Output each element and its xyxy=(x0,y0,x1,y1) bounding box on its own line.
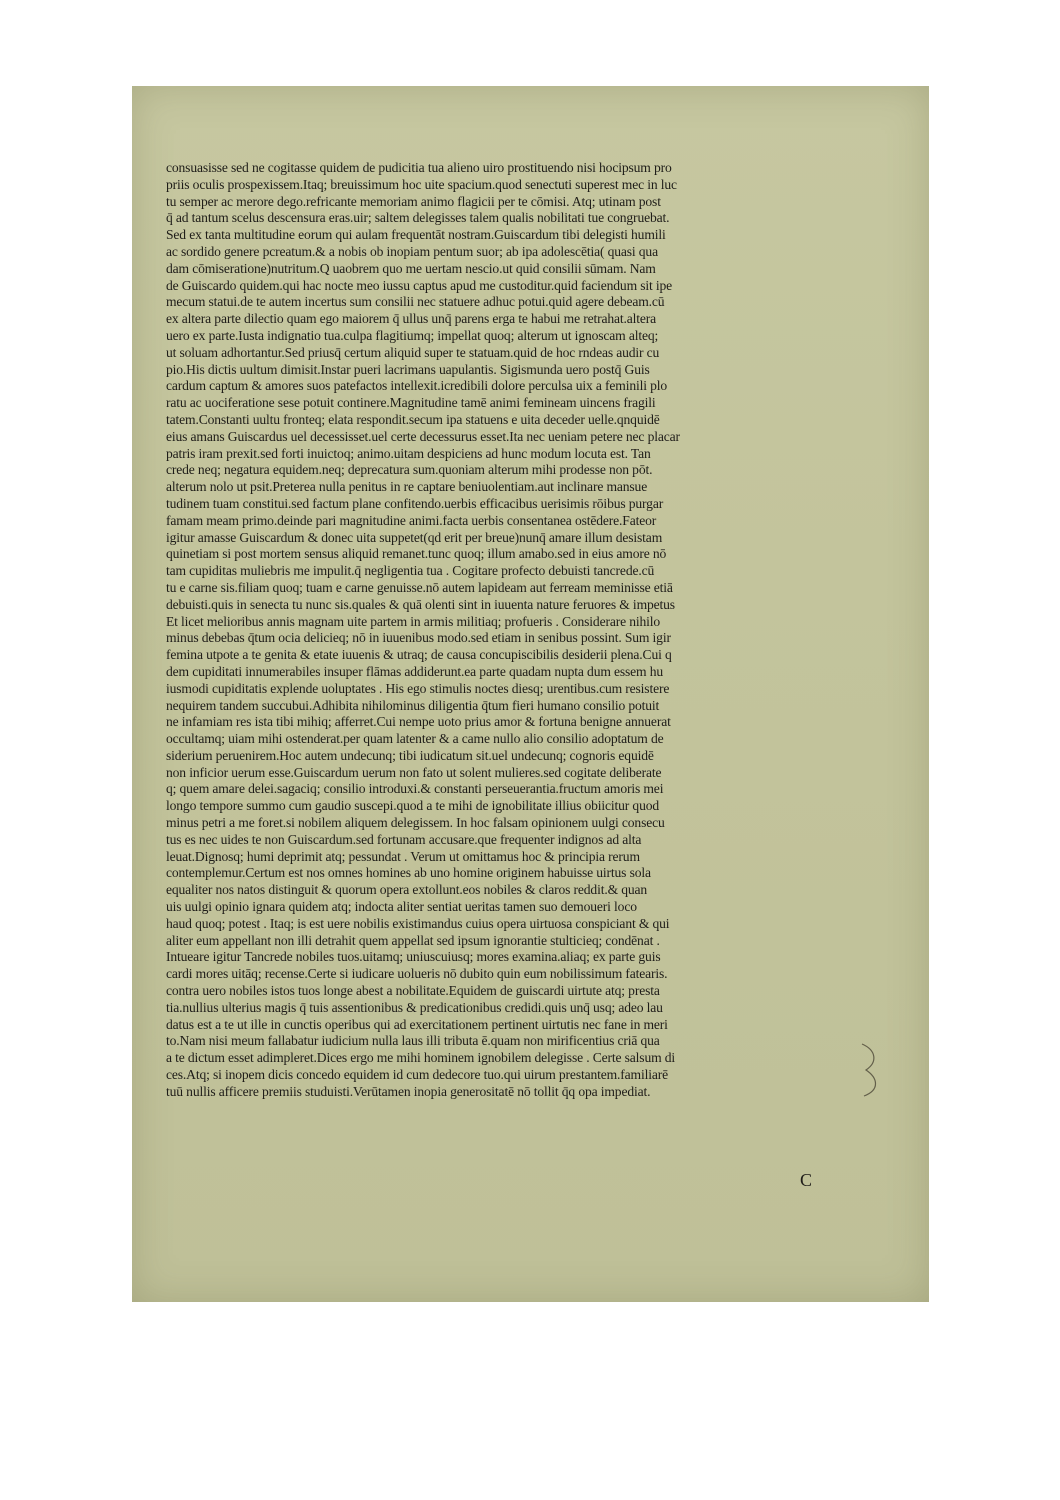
text-line: crede neq; negatura equidem.neq; deprecatura sum.quoniam alterum mihi prodesse non pōt. xyxy=(166,462,653,478)
text-line: uero ex parte.Iusta indignatio tua.culpa flagitiumq; impellat quoq; alterum ut ignoscam alteq; xyxy=(166,327,659,343)
text-line: to.Nam nisi meum fallabatur iudicium nulla laus illi tributa ē.quam non mirificentius criā qua xyxy=(166,1033,660,1049)
text-block xyxy=(166,160,862,1101)
text-line: contemplemur.Certum est nos omnes homines ab uno homine originem habuisse uirtus sola xyxy=(166,865,651,881)
text-line: Sed ex tanta multitudine eorum qui aulam frequentāt nostram.Guiscardum tibi delegisti humili xyxy=(166,227,666,243)
text-line: quinetiam si post mortem sensus aliquid remanet.tunc quoq; illum amabo.sed in eius amore nō xyxy=(166,546,667,562)
text-line: uis uulgi opinio ignara quidem atq; indocta aliter sentiat ueritas tamen suo demoueri loco xyxy=(166,899,637,915)
text-line: eius amans Guiscardus uel decessisset.uel certe decessurus esset.Ita nec ueniam petere nec placar xyxy=(166,428,680,444)
text-line: de Guiscardo quidem.qui hac nocte meo iussu captus apud me custoditur.quid faciendum sit ipe xyxy=(166,277,673,293)
text-line: tus es nec uides te non Guiscardum.sed fortunam accusare.que frequenter indignos ad alta xyxy=(166,831,642,847)
text-line: mecum statui.de te autem incertus sum consilii nec statuere adhuc potui.quid agere debeam.cū xyxy=(166,294,665,310)
signature-mark: C xyxy=(800,1170,813,1190)
text-line: aliter eum appellant non illi detrahit quem appellat sed ipsum ignorantie stulticieq; condēnat . xyxy=(166,932,660,948)
text-line: tu e carne sis.filiam quoq; tuam e carne genuisse.nō autem lapideam aut ferream meminisse etiā xyxy=(166,579,673,595)
text-line: dem cupiditati innumerabiles insuper flāmas addiderunt.ea parte quadam nupta dum essem hu xyxy=(166,663,664,679)
text-line: tudinem tuam constitui.sed factum plane confitendo.uerbis efficacibus uerisimis rōibus purgar xyxy=(166,495,664,511)
text-line: iusmodi cupiditatis explende uoluptates . His ego stimulis noctes diesq; urentibus.cum resistere xyxy=(166,680,670,696)
text-line: Et licet melioribus annis magnam uite partem in armis militiaq; profueris . Considerare nihilo xyxy=(166,613,661,629)
text-line: contra uero nobiles istos tuos longe abest a nobilitate.Equidem de guiscardi uirtute atq; presta xyxy=(166,983,660,999)
text-line: ces.Atq; si inopem dicis concedo equidem id cum dedecore tuo.qui uirum prestantem.familiarē xyxy=(166,1067,669,1083)
text-line: igitur amasse Guiscardum & donec uita suppetet(qd erit per breue)nunq̄ amare illum desistam xyxy=(166,529,663,545)
text-line: cardum captum & amores suos patefactos intellexit.icredibili dolore perculsa uix a feminili plo xyxy=(166,378,668,394)
text-line: cardi mores uitāq; recense.Certe si iudicare uolueris nō dubito quin eum nobilissimum fatearis. xyxy=(166,966,668,982)
text-line: haud quoq; potest . Itaq; is est uere nobilis existimandus cuius opera uirtuosa conspiciant & qui xyxy=(166,915,670,931)
text-line: pio.His dictis uultum dimisit.Instar pueri lacrimans uapulantis. Sigismunda uero postq̄ Guis xyxy=(166,361,650,377)
text-line: tia.nullius ulterius magis q̄ tuis assentionibus & predicationibus credidi.quis unq̄ usq; adeo lau xyxy=(166,999,663,1015)
text-line: famam meam primo.deinde pari magnitudine animi.facta uerbis consentanea ostēdere.Fateor xyxy=(166,512,657,528)
text-line: alterum nolo ut psit.Preterea nulla penitus in re captare beniuolentiam.aut inclinare mansue xyxy=(166,479,648,495)
text-line: priis oculis prospexissem.Itaq; breuissimum hoc uite spacium.quod senectuti superest mec in luc xyxy=(166,176,677,192)
text-line: Intueare igitur Tancrede nobiles tuos.uitamq; uniuscuiusq; mores examina.aliaq; ex parte guis xyxy=(166,949,661,965)
text-line: occultamq; uiam mihi ostenderat.per quam latenter & a came nullo alio consilio adoptatum de xyxy=(166,731,664,747)
text-line: ratu ac uociferatione sese potuit continere.Magnitudine tamē animi femineam uincens fragili xyxy=(166,395,656,411)
text-line: q; quem amare delei.sagaciq; consilio introduxi.& constanti perseuerantia.fructum amoris mei xyxy=(166,781,664,797)
text-line: femina utpote a te genita & etate iuuenis & utraq; de causa concupiscibilis desiderii plena.Cui q xyxy=(166,647,672,663)
text-line: a te dictum esset adimpleret.Dices ergo me mihi hominem ignobilem delegisse . Certe salsum di xyxy=(166,1050,676,1066)
text-line: tu semper ac merore dego.refricante memoriam animo flagicii per te cōmisi. Atq; utinam post xyxy=(166,193,661,209)
text-line: longo tempore summo cum gaudio suscepi.quod a te mihi de ignobilitate illius obiicitur quod xyxy=(166,798,660,814)
text-line: leuat.Dignosq; humi deprimit atq; pessundat . Verum ut omittamus hoc & principia rerum xyxy=(166,848,640,864)
text-line: minus petri a me foret.si nobilem aliquem delegissem. In hoc falsam opinionem uulgi consecu xyxy=(166,815,665,831)
text-line: minus debebas q̄tum ocia delicieq; nō in iuuenibus modo.sed etiam in senibus possint. Sum igir xyxy=(166,630,671,646)
text-line: tatem.Constanti uultu fronteq; elata respondit.secum ipa statuens e uita deceder uelle.qnquidē xyxy=(166,411,660,427)
text-line: siderium peruenirem.Hoc autem undecunq; tibi iudicatum sit.uel undecunq; cognoris equidē xyxy=(166,747,654,763)
margin-scribble-icon xyxy=(858,1040,884,1100)
text-line: debuisti.quis in senecta tu nunc sis.quales & quā olenti sint in iuuenta nature feruores & impetus xyxy=(166,596,675,612)
text-line: ut soluam adhortantur.Sed priusq̄ certum aliquid super te statuam.quid de hoc rndeas audir cu xyxy=(166,344,660,360)
text-line: non inficior uerum esse.Guiscardum uerum non fato ut solent mulieres.sed cogitate deliberate xyxy=(166,764,662,780)
text-line: ac sordido genere pcreatum.& a nobis ob inopiam pentum suor; ab ipa adolescētia( quasi qua xyxy=(166,243,658,259)
text-line: tam cupiditas muliebris me impulit.q̄ negligentia tua . Cogitare profecto debuisti tancrede.cū xyxy=(166,563,655,579)
text-line: datus est a te ut ille in cunctis operibus qui ad exercitationem pertinent uirtutis nec fane in meri xyxy=(166,1016,668,1032)
text-line: nequirem tandem succubui.Adhibita nihilominus diligentia q̄tum fieri humano consilio potuit xyxy=(166,697,660,713)
text-line: ne infamiam res ista tibi mihiq; afferret.Cui nempe uoto prius amor & fortuna benigne annuerat xyxy=(166,714,671,730)
text-line: q̄ ad tantum scelus descensura eras.uir; saltem delegisses talem qualis nobilitati tue congruebat. xyxy=(166,210,670,226)
text-line: consuasisse sed ne cogitasse quidem de pudicitia tua alieno uiro prostituendo nisi hocipsum pro xyxy=(166,160,672,175)
text-line: tuū nullis afficere premiis studuisti.Verūtamen inopia generositatē nō tollit q̄q opa impediat. xyxy=(166,1083,651,1099)
text-line: equaliter nos natos distinguit & quorum opera extollunt.eos nobiles & claros reddit.& quan xyxy=(166,882,648,898)
text-line: ex altera parte dilectio quam ego maiorem q̄ ullus unq̄ parens erga te habui me retrahat.altera xyxy=(166,311,657,327)
text-line: dam cōmiseratione)nutritum.Q uaobrem quo me uertam nescio.ut quid consilii sūmam. Nam xyxy=(166,260,656,276)
text-line: patris iram prexit.sed forti inuictoq; animo.uitam despiciens ad hunc modum locuta est. Tan xyxy=(166,445,651,461)
